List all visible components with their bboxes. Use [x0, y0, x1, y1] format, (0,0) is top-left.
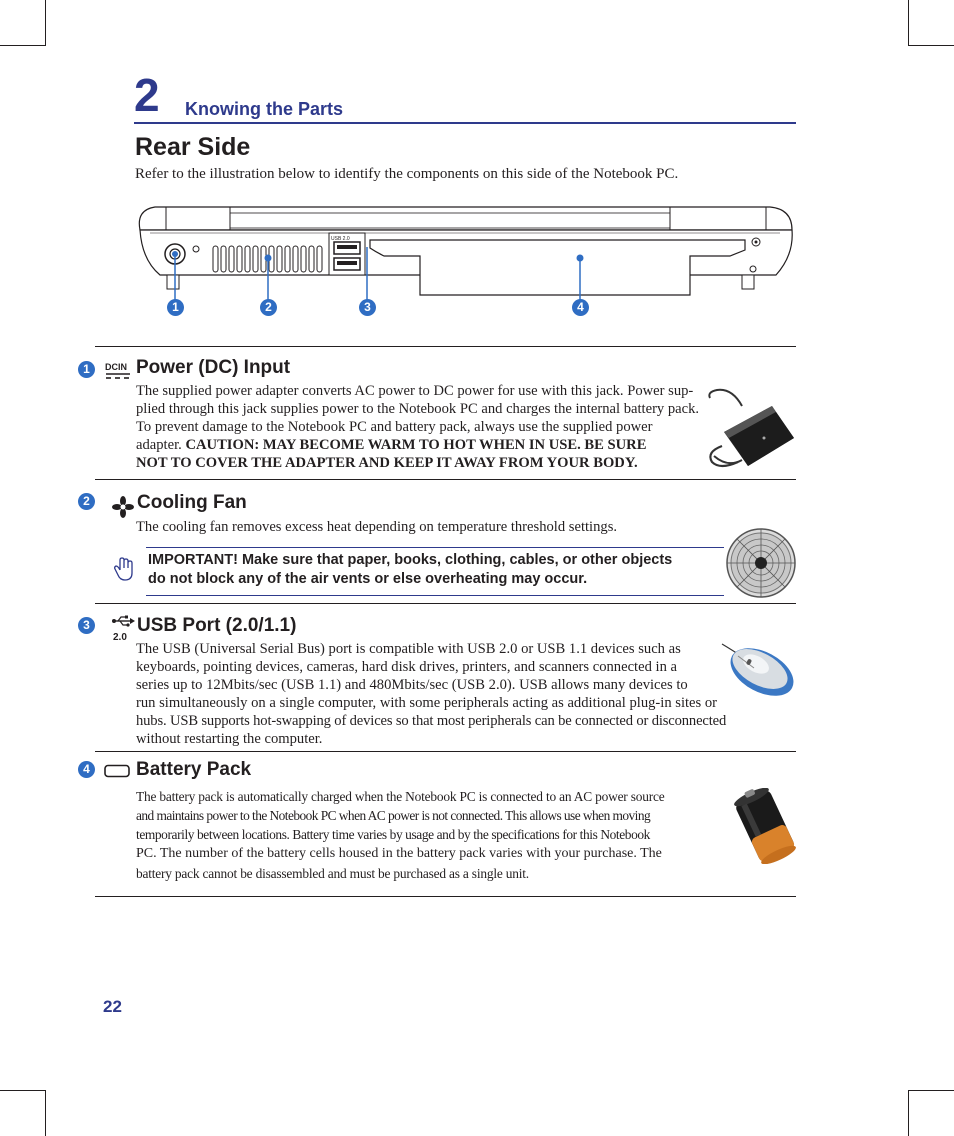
item-title-usb: USB Port (2.0/1.1)	[137, 615, 297, 636]
item-text-line: The USB (Universal Serial Bus) port is compatible with USB 2.0 or USB 1.1 devices such as	[136, 641, 681, 657]
divider	[95, 479, 796, 480]
item-text-line: without restarting the computer.	[136, 731, 323, 747]
item-text-line: The battery pack is automatically charged when the Notebook PC is connected to an AC power source	[136, 789, 665, 804]
item-badge-4: 4	[78, 761, 95, 778]
note-line: IMPORTANT! Make sure that paper, books, clothing, cables, or other objects	[148, 552, 673, 568]
item-text-line	[136, 436, 706, 454]
notebook-rear-diagram	[130, 200, 800, 325]
item-text-line: series up to 12Mbits/sec (USB 1.1) and 480Mbits/sec (USB 2.0). USB allows many devices to	[136, 677, 688, 693]
callout-4: 4	[572, 299, 589, 316]
caution-text	[136, 454, 706, 472]
crop-mark	[0, 1090, 46, 1091]
usb-diagram-label: USB 2.0	[331, 236, 350, 242]
callout-3: 3	[359, 299, 376, 316]
dc-in-icon	[104, 360, 132, 382]
item-text-line: keyboards, pointing devices, cameras, hard disk drives, printers, and scanners connected in a	[136, 659, 678, 675]
section-intro: Refer to the illustration below to identify the components on this side of the Notebook PC.	[135, 166, 679, 182]
svg-text:DCIN: DCIN	[105, 362, 127, 372]
item-text-line: plied through this jack supplies power to the Notebook PC and charges the internal battery pack.	[136, 401, 700, 417]
item-title-power: Power (DC) Input	[136, 357, 291, 378]
item-title-fan: Cooling Fan	[137, 492, 247, 513]
battery-icon	[104, 764, 130, 778]
crop-mark	[45, 1090, 46, 1136]
item-title-battery: Battery Pack	[136, 759, 252, 780]
item-text-line: temporarily between locations. Battery time varies by usage and by the specifications for this Notebook	[136, 827, 650, 842]
divider	[95, 346, 796, 347]
mouse-photo	[718, 640, 798, 700]
crop-mark	[908, 1090, 954, 1091]
item-badge-1: 1	[78, 361, 95, 378]
item-text-line: To prevent damage to the Notebook PC and battery pack, always use the supplied power	[136, 419, 653, 435]
chapter-title: Knowing the Parts	[185, 99, 344, 119]
divider	[95, 603, 796, 604]
divider	[95, 751, 796, 752]
power-adapter-photo	[702, 386, 798, 472]
callout-1: 1	[167, 299, 184, 316]
item-text-line: run simultaneously on a single computer, with some peripherals acting as additional plug-in sites or	[136, 695, 718, 711]
caution-text-line: NOT TO COVER THE ADAPTER AND KEEP IT AWAY FROM YOUR BODY.	[136, 455, 638, 471]
item-text-line: battery pack cannot be disassembled and must be purchased as a single unit.	[136, 866, 529, 881]
item-text-line: The cooling fan removes excess heat depending on temperature threshold settings.	[136, 519, 618, 535]
hand-icon	[114, 556, 134, 582]
usb-icon	[110, 612, 136, 642]
item-text-line: hubs. USB supports hot-swapping of devices so that most peripherals can be connected or disconnected	[136, 713, 727, 729]
item-text-line: The supplied power adapter converts AC power to DC power for use with this jack. Power sup-	[136, 383, 694, 399]
page-number: 22	[103, 997, 122, 1016]
chapter-number: 2	[134, 69, 160, 121]
item-text-line: PC. The number of the battery cells housed in the battery pack varies with your purchase. The	[136, 846, 662, 861]
crop-mark	[908, 1090, 909, 1136]
crop-mark	[908, 0, 909, 46]
caution-text: CAUTION: MAY BECOME WARM TO HOT WHEN IN USE. BE SURE	[185, 437, 647, 453]
svg-text:2.0: 2.0	[113, 632, 127, 642]
fan-photo	[725, 527, 797, 599]
item-text-plain: adapter.	[136, 437, 182, 453]
fan-icon	[112, 496, 134, 518]
battery-photo	[732, 788, 798, 864]
note-line: do not block any of the air vents or else overheating may occur.	[148, 571, 588, 587]
item-badge-2: 2	[78, 493, 95, 510]
item-text-line: and maintains power to the Notebook PC when AC power is not connected. This allows use when moving	[136, 808, 651, 823]
crop-mark	[0, 45, 46, 46]
item-badge-3: 3	[78, 617, 95, 634]
section-title: Rear Side	[135, 133, 251, 161]
crop-mark	[45, 0, 46, 46]
crop-mark	[908, 45, 954, 46]
callout-2: 2	[260, 299, 277, 316]
important-note-text	[148, 551, 723, 589]
chapter-rule	[134, 122, 796, 124]
divider	[95, 896, 796, 897]
